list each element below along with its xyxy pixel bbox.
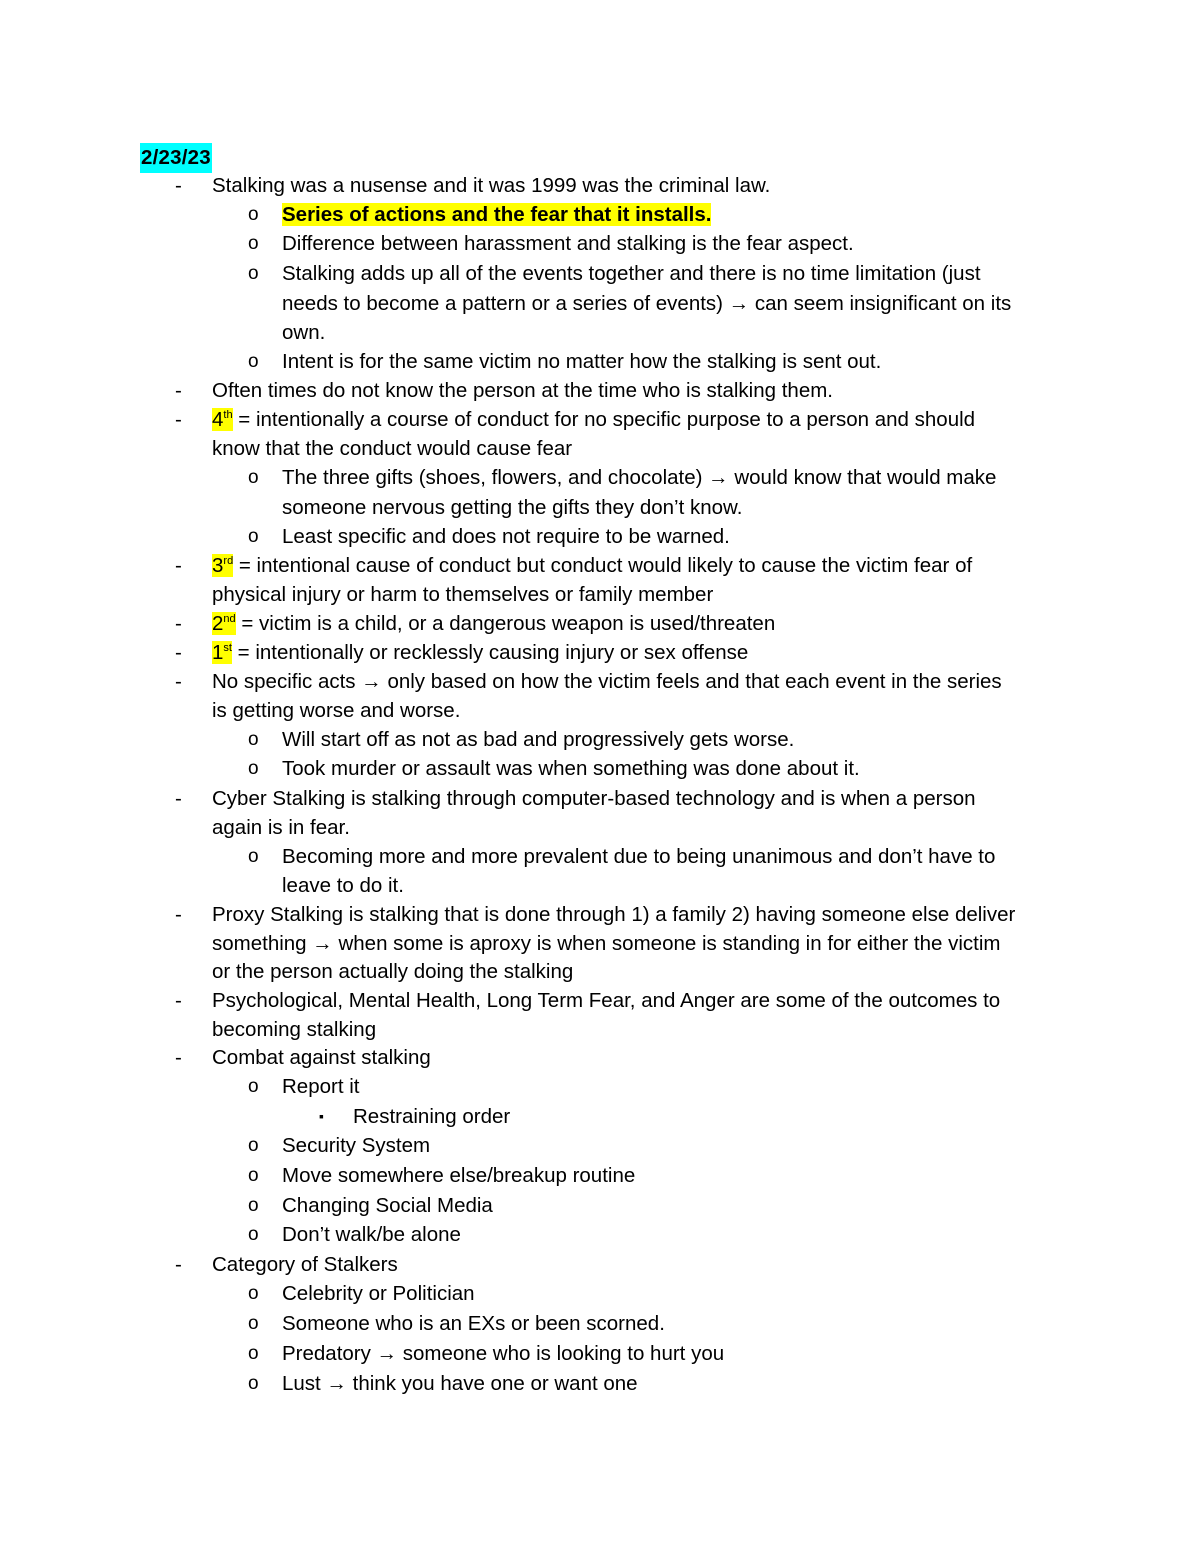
degree-suffix: nd bbox=[223, 613, 236, 625]
note-line bbox=[212, 405, 975, 434]
degree-suffix: rd bbox=[223, 555, 234, 567]
dash-bullet: - bbox=[175, 174, 182, 197]
line-text: = intentionally or recklessly causing injury or sex offense bbox=[231, 641, 749, 664]
degree-number: 1 bbox=[212, 641, 224, 664]
arrow-icon: → bbox=[728, 292, 750, 315]
circle-bullet: o bbox=[248, 526, 259, 547]
note-line bbox=[282, 1369, 638, 1398]
circle-bullet: o bbox=[248, 1135, 259, 1156]
line-text: No specific acts bbox=[212, 670, 362, 693]
note-line: Report it bbox=[282, 1075, 360, 1098]
circle-bullet: o bbox=[248, 729, 259, 750]
note-line bbox=[212, 551, 972, 580]
note-line: Combat against stalking bbox=[212, 1046, 431, 1069]
note-line: Becoming more and more prevalent due to being unanimous and don’t have to bbox=[282, 845, 996, 868]
line-text: when some is aproxy is when someone is standing in for either the victim bbox=[332, 932, 1001, 955]
line-text: think you have one or want one bbox=[346, 1372, 638, 1395]
circle-bullet: o bbox=[248, 351, 259, 372]
line-text: Predatory bbox=[282, 1342, 377, 1365]
note-line: someone nervous getting the gifts they don’t know. bbox=[282, 496, 743, 519]
note-line: Celebrity or Politician bbox=[282, 1282, 475, 1305]
arrow-icon: → bbox=[376, 1342, 398, 1365]
note-line: Least specific and does not require to be warned. bbox=[282, 525, 730, 548]
note-line bbox=[282, 200, 711, 229]
square-bullet: ▪ bbox=[319, 1108, 324, 1124]
line-text: Lust bbox=[282, 1372, 327, 1395]
line-text: = intentional cause of conduct but conduct would likely to cause the victim fear of bbox=[233, 554, 973, 577]
note-line bbox=[212, 638, 748, 667]
note-line: Stalking was a nusense and it was 1999 was the criminal law. bbox=[212, 174, 771, 197]
circle-bullet: o bbox=[248, 1165, 259, 1186]
degree-label bbox=[212, 554, 233, 577]
note-line: Psychological, Mental Health, Long Term Fear, and Anger are some of the outcomes to bbox=[212, 989, 1001, 1012]
dash-bullet: - bbox=[175, 989, 182, 1012]
note-line: Changing Social Media bbox=[282, 1194, 493, 1217]
line-text: The three gifts (shoes, flowers, and chocolate) bbox=[282, 466, 709, 489]
dash-bullet: - bbox=[175, 787, 182, 810]
dash-bullet: - bbox=[175, 379, 182, 402]
degree-suffix: th bbox=[223, 409, 233, 421]
degree-label bbox=[212, 612, 236, 635]
note-line: Proxy Stalking is stalking that is done through 1) a family 2) having someone else deliver bbox=[212, 903, 1016, 926]
note-line bbox=[282, 1339, 724, 1368]
note-line: leave to do it. bbox=[282, 874, 404, 897]
dash-bullet: - bbox=[175, 670, 182, 693]
degree-label bbox=[212, 408, 233, 431]
line-text: someone who is looking to hurt you bbox=[397, 1342, 725, 1365]
degree-number: 2 bbox=[212, 612, 224, 635]
note-line: know that the conduct would cause fear bbox=[212, 437, 573, 460]
note-line: Cyber Stalking is stalking through computer-based technology and is when a person bbox=[212, 787, 976, 810]
note-line: Restraining order bbox=[353, 1105, 511, 1128]
circle-bullet: o bbox=[248, 263, 259, 284]
line-text: can seem insignificant on its bbox=[749, 292, 1012, 315]
note-line: is getting worse and worse. bbox=[212, 699, 461, 722]
note-line: Move somewhere else/breakup routine bbox=[282, 1164, 636, 1187]
note-line: Often times do not know the person at the time who is stalking them. bbox=[212, 379, 834, 402]
arrow-icon: → bbox=[326, 1372, 347, 1395]
line-text: something bbox=[212, 932, 313, 955]
note-line: again is in fear. bbox=[212, 816, 350, 839]
note-line: Stalking adds up all of the events together and there is no time limitation (just bbox=[282, 262, 981, 285]
degree-label bbox=[212, 641, 232, 664]
line-text: needs to become a pattern or a series of events) bbox=[282, 292, 729, 315]
degree-number: 3 bbox=[212, 554, 224, 577]
circle-bullet: o bbox=[248, 1373, 259, 1394]
note-line: Someone who is an EXs or been scorned. bbox=[282, 1312, 665, 1335]
circle-bullet: o bbox=[248, 1283, 259, 1304]
dash-bullet: - bbox=[175, 1253, 182, 1276]
note-line bbox=[282, 463, 996, 492]
line-text: = intentionally a course of conduct for no specific purpose to a person and should bbox=[232, 408, 976, 431]
note-line: Category of Stalkers bbox=[212, 1253, 398, 1276]
circle-bullet: o bbox=[248, 758, 259, 779]
circle-bullet: o bbox=[248, 1313, 259, 1334]
line-text: would know that would make bbox=[728, 466, 997, 489]
dash-bullet: - bbox=[175, 612, 182, 635]
note-line: physical injury or harm to themselves or family member bbox=[212, 583, 714, 606]
circle-bullet: o bbox=[248, 1195, 259, 1216]
circle-bullet: o bbox=[248, 1224, 259, 1245]
note-line: Intent is for the same victim no matter how the stalking is sent out. bbox=[282, 350, 882, 373]
dash-bullet: - bbox=[175, 1046, 182, 1069]
dash-bullet: - bbox=[175, 641, 182, 664]
note-line: Difference between harassment and stalking is the fear aspect. bbox=[282, 232, 854, 255]
note-line bbox=[212, 929, 1000, 958]
note-line: own. bbox=[282, 321, 326, 344]
note-line: Took murder or assault was when something was done about it. bbox=[282, 757, 860, 780]
dash-bullet: - bbox=[175, 408, 182, 431]
arrow-icon: → bbox=[361, 670, 382, 693]
circle-bullet: o bbox=[248, 846, 259, 867]
note-line: Will start off as not as bad and progressively gets worse. bbox=[282, 728, 795, 751]
note-line: Don’t walk/be alone bbox=[282, 1223, 461, 1246]
note-line bbox=[282, 289, 1011, 318]
dash-bullet: - bbox=[175, 554, 182, 577]
highlighted-text: Series of actions and the fear that it installs. bbox=[282, 203, 712, 226]
dash-bullet: - bbox=[175, 903, 182, 926]
circle-bullet: o bbox=[248, 1343, 259, 1364]
line-text: only based on how the victim feels and that each event in the series bbox=[381, 670, 1002, 693]
circle-bullet: o bbox=[248, 204, 259, 225]
degree-suffix: st bbox=[223, 642, 232, 654]
arrow-icon: → bbox=[708, 466, 729, 489]
circle-bullet: o bbox=[248, 1076, 259, 1097]
note-line: or the person actually doing the stalking bbox=[212, 960, 574, 983]
date-heading: 2/23/23 bbox=[140, 143, 212, 173]
arrow-icon: → bbox=[312, 932, 333, 955]
note-line bbox=[212, 609, 775, 638]
note-line bbox=[212, 667, 1002, 696]
note-line: Security System bbox=[282, 1134, 431, 1157]
circle-bullet: o bbox=[248, 233, 259, 254]
note-line: becoming stalking bbox=[212, 1018, 377, 1041]
line-text: = victim is a child, or a dangerous weapon is used/threaten bbox=[235, 612, 776, 635]
degree-number: 4 bbox=[212, 408, 224, 431]
circle-bullet: o bbox=[248, 467, 259, 488]
